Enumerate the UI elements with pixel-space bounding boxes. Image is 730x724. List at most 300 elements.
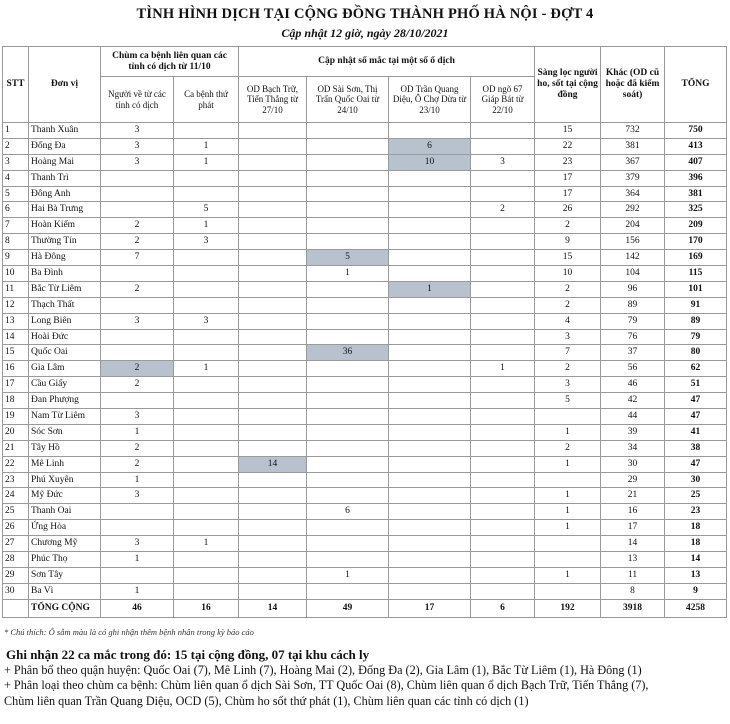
row-cluster-returnees: 1 [101,472,174,488]
row-outbreak-tran-quang-dieu [389,123,471,139]
row-outbreak-sai-son: 5 [307,250,389,266]
total-stt-cell [3,599,29,617]
row-other: 14 [601,536,665,552]
row-outbreak-giap-bat [471,186,535,202]
header-unit: Đơn vị [29,47,101,123]
row-screening [535,536,601,552]
row-total: 47 [665,456,727,472]
row-outbreak-bach-tru [239,154,307,170]
row-other: 204 [601,218,665,234]
row-outbreak-sai-son [307,488,389,504]
row-cluster-returnees [101,520,174,536]
row-outbreak-bach-tru [239,504,307,520]
row-unit: Nam Từ Liêm [29,409,101,425]
row-unit: Mỹ Đức [29,488,101,504]
row-stt: 6 [3,202,29,218]
row-outbreak-tran-quang-dieu [389,202,471,218]
table-row [3,488,727,504]
row-outbreak-sai-son [307,536,389,552]
row-cluster-secondary [174,266,239,282]
row-outbreak-sai-son [307,234,389,250]
row-outbreak-bach-tru [239,440,307,456]
row-other: 56 [601,361,665,377]
row-outbreak-bach-tru [239,266,307,282]
table-row [3,409,727,425]
table-row [3,456,727,472]
row-outbreak-giap-bat [471,250,535,266]
row-screening: 2 [535,218,601,234]
row-other: 96 [601,281,665,297]
row-cluster-secondary [174,552,239,568]
row-other: 21 [601,488,665,504]
row-outbreak-sai-son [307,138,389,154]
row-stt: 7 [3,218,29,234]
row-outbreak-tran-quang-dieu [389,218,471,234]
row-other: 79 [601,313,665,329]
row-total: 80 [665,345,727,361]
row-total: 13 [665,567,727,583]
row-stt: 1 [3,123,29,139]
row-outbreak-bach-tru [239,123,307,139]
row-outbreak-sai-son [307,123,389,139]
table-row [3,138,727,154]
row-cluster-secondary: 5 [174,202,239,218]
row-screening: 15 [535,250,601,266]
row-stt: 30 [3,583,29,599]
header-outbreak-sai-son: OD Sài Sơn, Thị Trấn Quốc Oai từ 24/10 [307,77,389,123]
row-other: 104 [601,266,665,282]
row-unit: Ba Đình [29,266,101,282]
row-unit: Tây Hồ [29,440,101,456]
row-outbreak-bach-tru [239,488,307,504]
row-cluster-secondary [174,440,239,456]
row-stt: 4 [3,170,29,186]
row-outbreak-sai-son [307,583,389,599]
row-cluster-returnees: 1 [101,583,174,599]
row-outbreak-giap-bat [471,281,535,297]
row-outbreak-giap-bat [471,297,535,313]
row-total: 38 [665,440,727,456]
row-cluster-returnees: 3 [101,138,174,154]
row-stt: 3 [3,154,29,170]
row-stt: 16 [3,361,29,377]
table-row [3,154,727,170]
table-row [3,583,727,599]
row-total: 396 [665,170,727,186]
row-outbreak-giap-bat [471,218,535,234]
covid-statistics-table [2,46,727,618]
notes-heading: Ghi nhận 22 ca mắc trong đó: 15 tại cộng đồng, 07 tại khu cách ly [6,647,370,662]
row-cluster-secondary [174,583,239,599]
row-outbreak-bach-tru [239,250,307,266]
row-cluster-secondary [174,123,239,139]
row-unit: Hoài Đức [29,329,101,345]
notes-section [4,647,728,709]
row-outbreak-giap-bat [471,329,535,345]
row-cluster-returnees [101,170,174,186]
row-outbreak-tran-quang-dieu: 6 [389,138,471,154]
row-unit: Cầu Giấy [29,377,101,393]
row-total: 413 [665,138,727,154]
table-row [3,345,727,361]
row-outbreak-bach-tru [239,138,307,154]
row-cluster-secondary [174,456,239,472]
row-outbreak-tran-quang-dieu [389,488,471,504]
header-outbreak-group: Cập nhật số mắc tại một số ổ dịch [239,47,535,77]
row-cluster-secondary: 3 [174,313,239,329]
table-row [3,202,727,218]
row-cluster-secondary [174,472,239,488]
row-outbreak-giap-bat [471,472,535,488]
row-unit: Đan Phượng [29,393,101,409]
row-unit: Bắc Từ Liêm [29,281,101,297]
row-screening: 1 [535,488,601,504]
row-total: 47 [665,393,727,409]
row-outbreak-tran-quang-dieu [389,504,471,520]
row-other: 39 [601,424,665,440]
row-outbreak-bach-tru [239,202,307,218]
row-unit: Hai Bà Trưng [29,202,101,218]
row-cluster-returnees: 1 [101,552,174,568]
row-outbreak-bach-tru: 14 [239,456,307,472]
row-outbreak-tran-quang-dieu [389,424,471,440]
total-screening: 192 [535,599,601,617]
row-unit: Sơn Tây [29,567,101,583]
row-stt: 14 [3,329,29,345]
row-total: 170 [665,234,727,250]
row-other: 76 [601,329,665,345]
row-outbreak-tran-quang-dieu [389,583,471,599]
row-outbreak-bach-tru [239,170,307,186]
row-outbreak-bach-tru [239,583,307,599]
row-outbreak-tran-quang-dieu [389,393,471,409]
row-other: 16 [601,504,665,520]
row-unit: Hà Đông [29,250,101,266]
row-cluster-returnees: 3 [101,123,174,139]
row-cluster-secondary [174,567,239,583]
header-cluster-secondary: Ca bệnh thứ phát [174,77,239,123]
row-outbreak-bach-tru [239,377,307,393]
row-other: 367 [601,154,665,170]
row-outbreak-sai-son [307,377,389,393]
row-outbreak-giap-bat [471,583,535,599]
row-unit: Chương Mỹ [29,536,101,552]
row-cluster-returnees [101,266,174,282]
total-cluster-returnees: 46 [101,599,174,617]
row-outbreak-sai-son: 1 [307,567,389,583]
row-outbreak-bach-tru [239,186,307,202]
row-cluster-secondary: 1 [174,361,239,377]
row-outbreak-giap-bat [471,504,535,520]
row-outbreak-bach-tru [239,329,307,345]
total-row [3,599,727,617]
row-cluster-secondary [174,377,239,393]
row-outbreak-sai-son [307,361,389,377]
row-cluster-returnees [101,297,174,313]
row-outbreak-sai-son [307,440,389,456]
row-cluster-secondary [174,393,239,409]
row-outbreak-sai-son [307,170,389,186]
row-unit: Mê Linh [29,456,101,472]
row-cluster-returnees: 3 [101,409,174,425]
row-cluster-secondary [174,281,239,297]
row-unit: Gia Lâm [29,361,101,377]
notes-cluster-breakdown-cont: Chùm liên quan Trần Quang Diệu, OCD (5), Chùm ho sốt thứ phát (1), Chùm liên quan các tỉnh có dịch (1) [4,693,529,708]
row-stt: 15 [3,345,29,361]
table-caption: * Chú thích: Ô sẫm màu là có ghi nhận thêm bệnh nhân trong kỳ báo cáo [4,627,254,637]
row-outbreak-sai-son: 6 [307,504,389,520]
row-stt: 11 [3,281,29,297]
row-other: 46 [601,377,665,393]
row-other: 89 [601,297,665,313]
row-outbreak-sai-son [307,329,389,345]
row-unit: Hoàn Kiếm [29,218,101,234]
row-cluster-secondary [174,409,239,425]
row-stt: 21 [3,440,29,456]
notes-cluster-breakdown: + Phân loại theo chùm ca bệnh: Chùm liên quan ổ dịch Sài Sơn, TT Quốc Oai (8), Chùm liên quan ổ dịch Bạch Trữ, Tiến Thắng (7), [4,678,649,693]
row-screening: 15 [535,123,601,139]
row-outbreak-bach-tru [239,552,307,568]
table-row [3,440,727,456]
row-outbreak-bach-tru [239,234,307,250]
table-row [3,313,727,329]
row-outbreak-tran-quang-dieu [389,552,471,568]
row-unit: Đống Đa [29,138,101,154]
row-cluster-returnees: 2 [101,218,174,234]
row-stt: 23 [3,472,29,488]
row-outbreak-giap-bat [471,567,535,583]
total-grand: 4258 [665,599,727,617]
row-other: 37 [601,345,665,361]
row-total: 30 [665,472,727,488]
row-cluster-secondary [174,488,239,504]
header-screening: Sàng lọc người ho, sốt tại cộng đồng [535,47,601,123]
header-stt: STT [3,47,29,123]
row-cluster-returnees: 2 [101,377,174,393]
report-subtitle: Cập nhật 12 giờ, ngày 28/10/2021 [281,26,449,40]
row-outbreak-sai-son [307,552,389,568]
row-screening: 1 [535,504,601,520]
row-outbreak-giap-bat [471,409,535,425]
row-outbreak-giap-bat [471,424,535,440]
row-cluster-returnees: 2 [101,281,174,297]
row-outbreak-giap-bat [471,266,535,282]
row-total: 41 [665,424,727,440]
table-body [3,123,727,600]
row-outbreak-sai-son [307,409,389,425]
row-screening: 2 [535,297,601,313]
row-outbreak-giap-bat [471,313,535,329]
row-outbreak-sai-son: 36 [307,345,389,361]
table-row [3,329,727,345]
row-outbreak-tran-quang-dieu [389,520,471,536]
table-row [3,186,727,202]
row-outbreak-tran-quang-dieu [389,361,471,377]
row-cluster-returnees [101,186,174,202]
row-stt: 25 [3,504,29,520]
row-outbreak-giap-bat [471,123,535,139]
row-outbreak-giap-bat [471,393,535,409]
row-other: 13 [601,552,665,568]
row-outbreak-tran-quang-dieu [389,234,471,250]
row-screening: 1 [535,567,601,583]
row-cluster-returnees: 7 [101,250,174,266]
row-unit: Phú Xuyên [29,472,101,488]
row-other: 292 [601,202,665,218]
row-cluster-secondary: 3 [174,234,239,250]
row-unit: Đông Anh [29,186,101,202]
row-outbreak-bach-tru [239,393,307,409]
row-unit: Ứng Hòa [29,520,101,536]
row-outbreak-giap-bat [471,377,535,393]
row-other: 42 [601,393,665,409]
row-cluster-returnees: 2 [101,456,174,472]
row-outbreak-giap-bat [471,520,535,536]
row-cluster-returnees: 3 [101,313,174,329]
table-row [3,536,727,552]
row-outbreak-tran-quang-dieu [389,266,471,282]
row-screening: 5 [535,393,601,409]
total-outbreak-bach-tru: 14 [239,599,307,617]
row-unit: Long Biên [29,313,101,329]
row-outbreak-giap-bat: 2 [471,202,535,218]
total-cluster-secondary: 16 [174,599,239,617]
table-row [3,297,727,313]
table-row [3,361,727,377]
row-stt: 19 [3,409,29,425]
row-stt: 12 [3,297,29,313]
row-outbreak-tran-quang-dieu [389,377,471,393]
row-stt: 26 [3,520,29,536]
row-unit: Thanh Trì [29,170,101,186]
total-other: 3918 [601,599,665,617]
row-other: 30 [601,456,665,472]
row-cluster-secondary [174,297,239,313]
row-screening: 1 [535,520,601,536]
row-screening: 7 [535,345,601,361]
table-row [3,266,727,282]
header-total: TỔNG [665,47,727,123]
row-total: 381 [665,186,727,202]
row-screening: 10 [535,266,601,282]
row-cluster-returnees [101,393,174,409]
row-outbreak-sai-son [307,520,389,536]
row-outbreak-giap-bat [471,552,535,568]
row-outbreak-giap-bat [471,456,535,472]
row-cluster-secondary: 1 [174,154,239,170]
row-other: 379 [601,170,665,186]
row-cluster-returnees: 2 [101,361,174,377]
table-row [3,567,727,583]
row-other: 44 [601,409,665,425]
table-row [3,250,727,266]
row-outbreak-sai-son [307,186,389,202]
row-other: 381 [601,138,665,154]
row-cluster-secondary [174,345,239,361]
row-cluster-returnees: 1 [101,424,174,440]
row-outbreak-sai-son [307,154,389,170]
table-row [3,520,727,536]
row-cluster-secondary [174,329,239,345]
row-outbreak-tran-quang-dieu [389,170,471,186]
row-screening: 2 [535,361,601,377]
row-screening: 3 [535,377,601,393]
total-label: TỔNG CỘNG [29,599,101,617]
row-cluster-secondary [174,424,239,440]
row-screening: 3 [535,329,601,345]
row-screening: 26 [535,202,601,218]
row-outbreak-tran-quang-dieu [389,345,471,361]
row-outbreak-giap-bat [471,234,535,250]
row-other: 142 [601,250,665,266]
row-screening: 22 [535,138,601,154]
row-outbreak-sai-son: 1 [307,266,389,282]
row-stt: 13 [3,313,29,329]
row-cluster-secondary [174,186,239,202]
row-total: 89 [665,313,727,329]
row-other: 732 [601,123,665,139]
total-outbreak-sai-son: 49 [307,599,389,617]
row-stt: 2 [3,138,29,154]
row-stt: 22 [3,456,29,472]
row-outbreak-bach-tru [239,520,307,536]
row-other: 34 [601,440,665,456]
header-outbreak-giap-bat: OD ngõ 67 Giáp Bát từ 22/10 [471,77,535,123]
row-stt: 10 [3,266,29,282]
row-outbreak-bach-tru [239,472,307,488]
row-total: 101 [665,281,727,297]
row-total: 209 [665,218,727,234]
row-other: 29 [601,472,665,488]
row-cluster-secondary: 1 [174,138,239,154]
row-unit: Phúc Thọ [29,552,101,568]
row-outbreak-bach-tru [239,313,307,329]
header-outbreak-bach-tru: OD Bạch Trữ, Tiến Thắng từ 27/10 [239,77,307,123]
row-outbreak-tran-quang-dieu [389,456,471,472]
row-cluster-returnees [101,567,174,583]
row-outbreak-sai-son [307,297,389,313]
row-outbreak-tran-quang-dieu [389,186,471,202]
row-unit: Hoàng Mai [29,154,101,170]
row-total: 18 [665,536,727,552]
row-screening: 9 [535,234,601,250]
row-outbreak-giap-bat [471,488,535,504]
row-total: 25 [665,488,727,504]
row-total: 91 [665,297,727,313]
row-cluster-returnees: 2 [101,234,174,250]
row-cluster-returnees [101,329,174,345]
row-outbreak-tran-quang-dieu [389,250,471,266]
row-screening [535,472,601,488]
header-cluster-returnees: Người về từ các tỉnh có dịch [101,77,174,123]
row-unit: Quốc Oai [29,345,101,361]
row-stt: 5 [3,186,29,202]
row-cluster-secondary [174,170,239,186]
total-outbreak-giap-bat: 6 [471,599,535,617]
row-outbreak-tran-quang-dieu [389,297,471,313]
row-screening: 23 [535,154,601,170]
row-outbreak-bach-tru [239,281,307,297]
row-total: 47 [665,409,727,425]
row-outbreak-bach-tru [239,218,307,234]
row-outbreak-bach-tru [239,409,307,425]
row-outbreak-giap-bat [471,440,535,456]
row-cluster-returnees [101,345,174,361]
row-outbreak-sai-son [307,218,389,234]
row-outbreak-bach-tru [239,536,307,552]
row-total: 51 [665,377,727,393]
header-other: Khác (OD cũ hoặc đã kiểm soát) [601,47,665,123]
